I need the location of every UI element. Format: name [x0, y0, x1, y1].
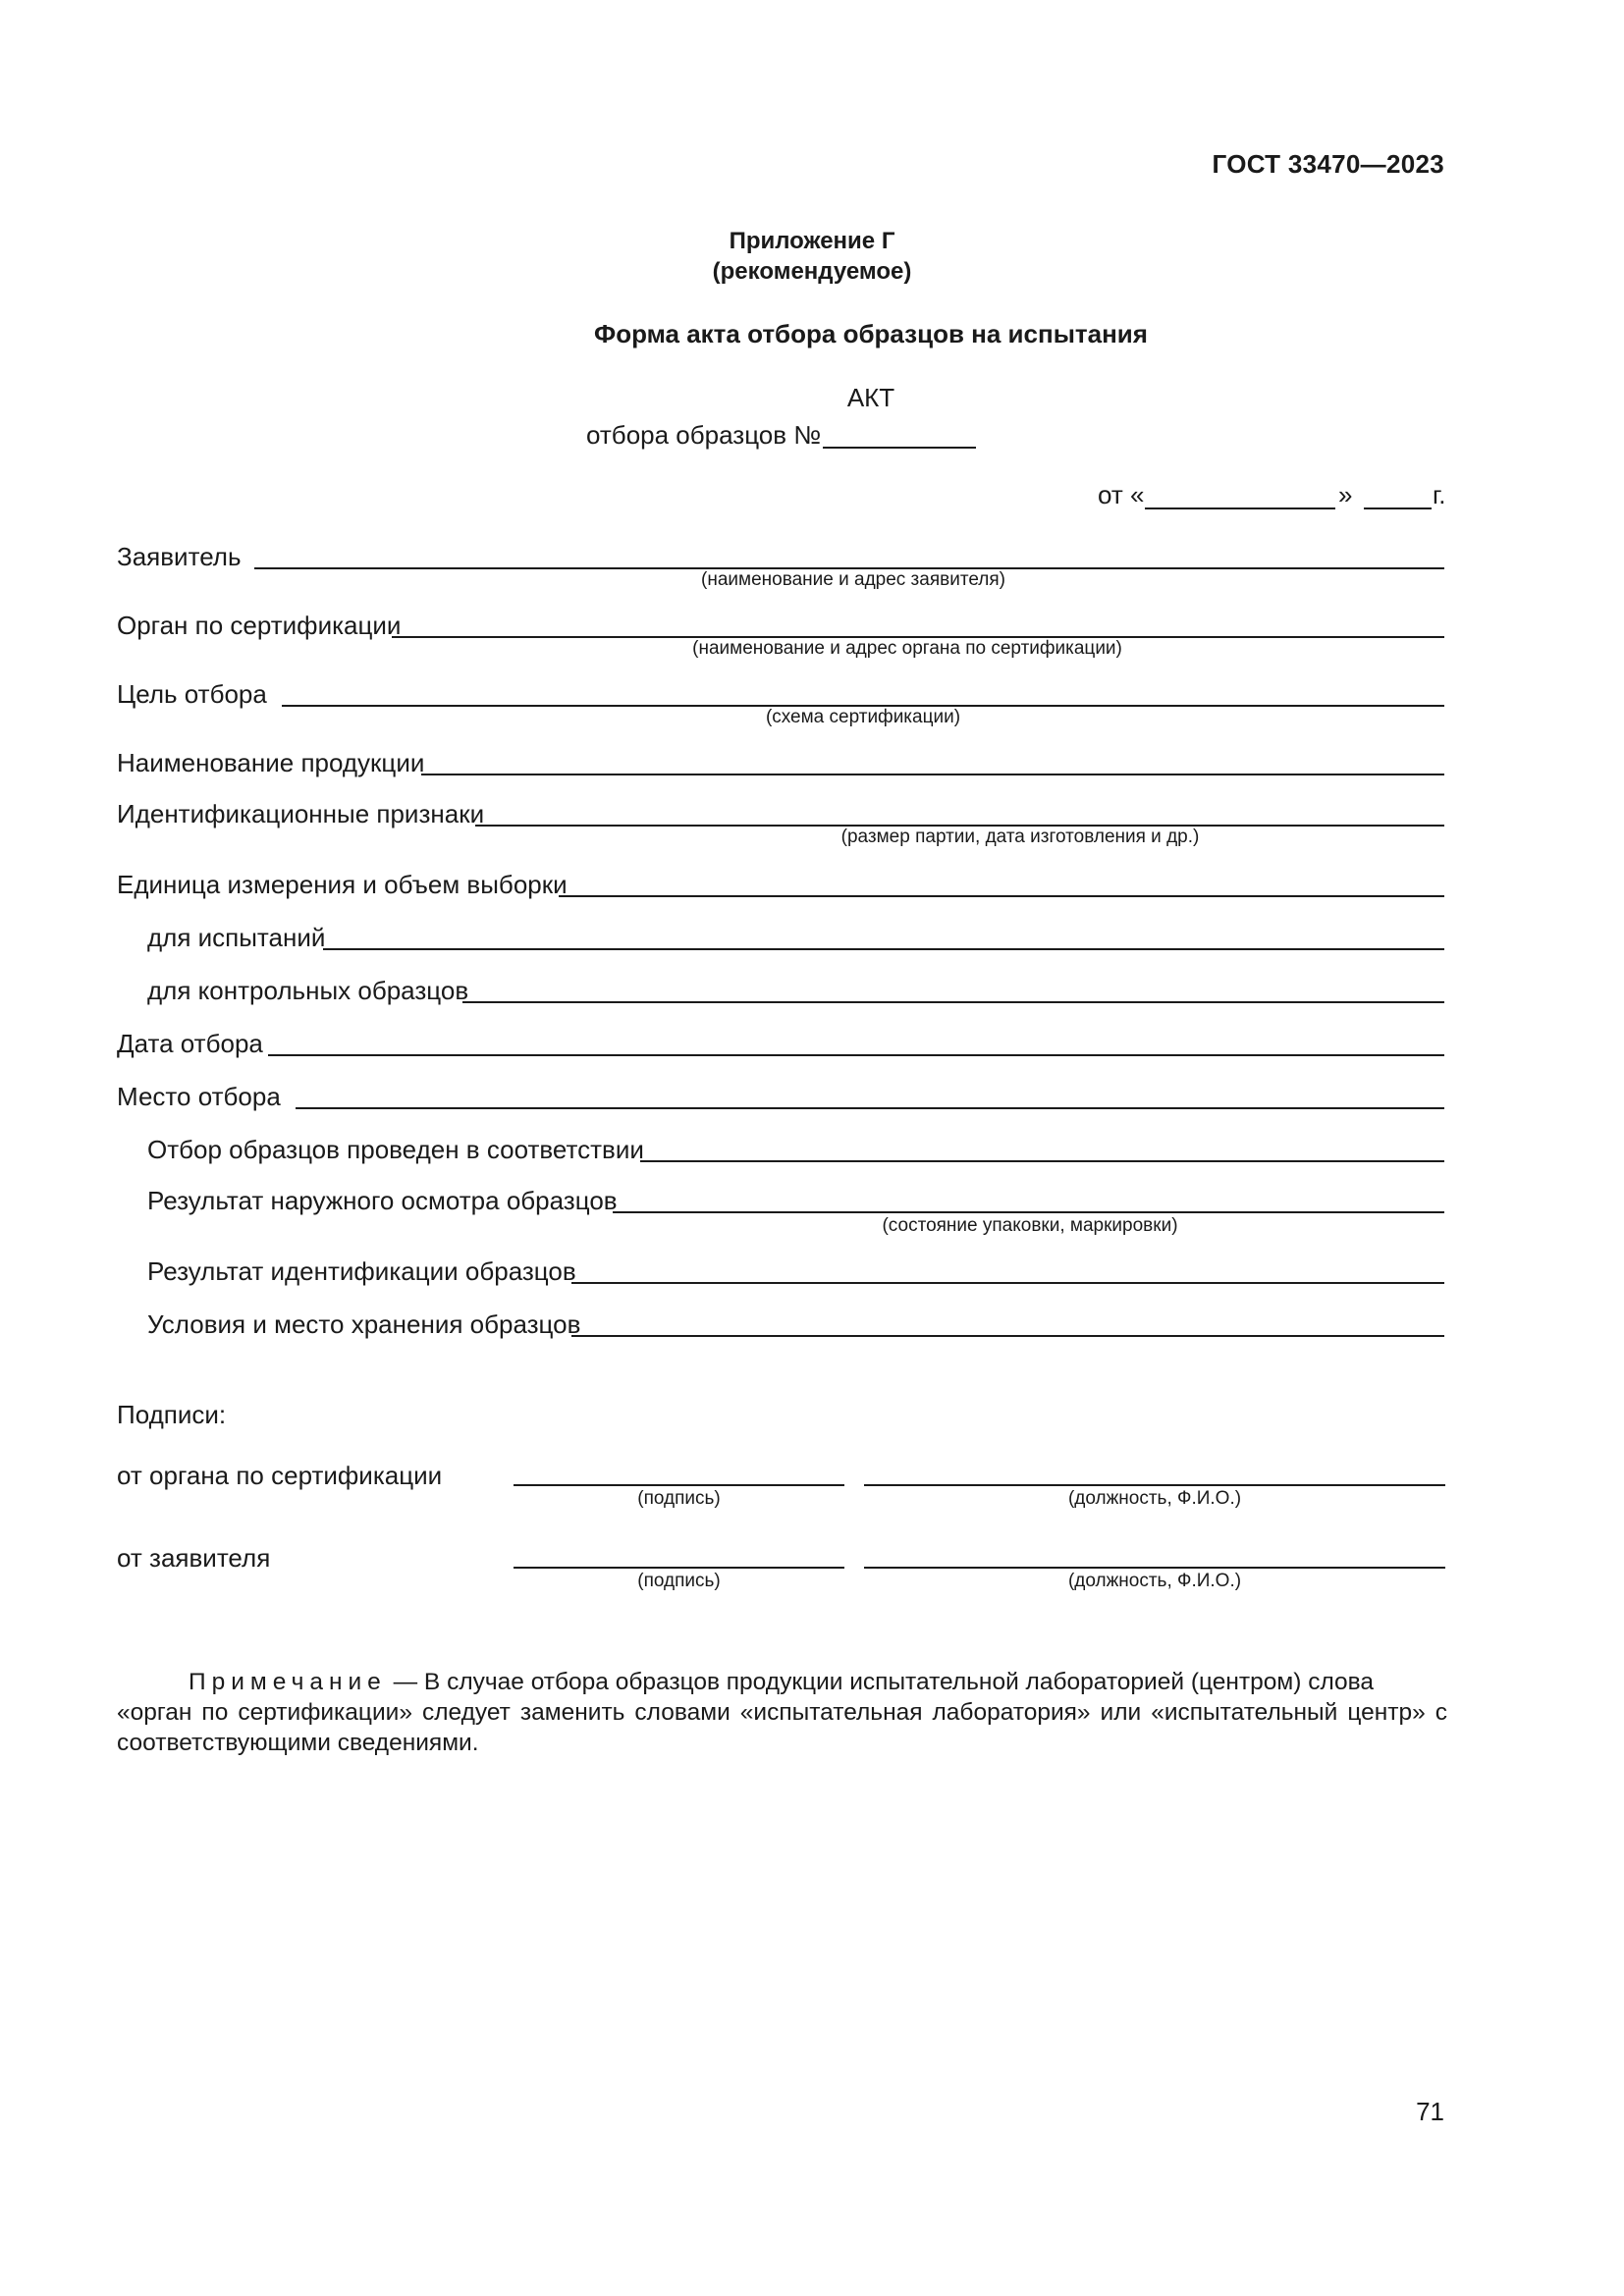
field-input-storage[interactable]: [571, 1335, 1444, 1337]
act-date-row: [1098, 480, 1144, 510]
year-suffix: г.: [1433, 480, 1446, 509]
field-input-control-samples[interactable]: [462, 1001, 1444, 1003]
note-label: Примечание: [189, 1669, 387, 1695]
act-title: АКТ: [846, 383, 895, 412]
field-label-identification-result: Результат идентификации образцов: [147, 1256, 576, 1286]
date-prefix: от «: [1098, 480, 1145, 509]
field-label-cert-body: Орган по сертификации: [117, 611, 402, 640]
field-label-applicant: Заявитель: [117, 542, 242, 571]
field-input-product-name[interactable]: [421, 774, 1444, 775]
field-hint-purpose: (схема сертификации): [765, 707, 961, 727]
name-line-applicant[interactable]: [864, 1567, 1445, 1569]
signature-line-applicant[interactable]: [514, 1567, 844, 1569]
note-text-line1: — В случае отбора образцов продукции испытательной лабораторией (центром) слова: [386, 1669, 1375, 1695]
signature-hint-applicant: (подпись): [637, 1571, 721, 1591]
field-label-for-tests: для испытаний: [147, 923, 326, 952]
field-label-purpose: Цель отбора: [117, 679, 267, 709]
signature-line-cert-body[interactable]: [514, 1484, 844, 1486]
field-input-compliance[interactable]: [640, 1160, 1444, 1162]
name-line-cert-body[interactable]: [864, 1484, 1445, 1486]
field-hint-cert-body: (наименование и адрес органа по сертификации): [692, 638, 1122, 659]
date-day-month-field[interactable]: [1145, 507, 1335, 509]
form-title: Форма акта отбора образцов на испытания: [594, 319, 1148, 348]
appendix-title: Приложение Г: [729, 228, 895, 254]
field-label-identification: Идентификационные признаки: [117, 799, 485, 828]
field-input-sampling-date[interactable]: [268, 1054, 1444, 1056]
note-text-rest: «орган по сертификации» следует заменить словами «испытательная лаборатория» или «испытательный центр» с соответствующими сведениями.: [117, 1699, 1447, 1756]
name-hint-applicant: (должность, Ф.И.О.): [1067, 1571, 1242, 1591]
field-label-sampling-place: Место отбора: [117, 1082, 281, 1111]
field-label-control-samples: для контрольных образцов: [147, 976, 469, 1005]
signature-label-cert-body: от органа по сертификации: [117, 1461, 443, 1490]
field-input-sampling-place[interactable]: [296, 1107, 1444, 1109]
field-input-visual-inspection[interactable]: [613, 1211, 1444, 1213]
field-label-sampling-date: Дата отбора: [117, 1029, 263, 1058]
page-number: 71: [1416, 2097, 1444, 2126]
field-hint-applicant: (наименование и адрес заявителя): [701, 569, 1005, 590]
field-label-visual-inspection: Результат наружного осмотра образцов: [147, 1186, 618, 1215]
field-label-compliance: Отбор образцов проведен в соответствии: [147, 1135, 644, 1164]
field-label-unit-sample: Единица измерения и объем выборки: [117, 870, 568, 899]
field-label-product-name: Наименование продукции: [117, 748, 425, 777]
field-input-for-tests[interactable]: [323, 948, 1444, 950]
act-number-label: отбора образцов №: [586, 420, 822, 450]
signature-hint-cert-body: (подпись): [637, 1488, 721, 1509]
note-block: [117, 1667, 1447, 1758]
field-input-unit-sample[interactable]: [559, 895, 1444, 897]
name-hint-cert-body: (должность, Ф.И.О.): [1067, 1488, 1242, 1509]
field-hint-identification: (размер партии, дата изготовления и др.): [840, 827, 1200, 847]
date-quote-close: »: [1338, 480, 1353, 509]
appendix-subtitle: (рекомендуемое): [712, 258, 912, 285]
field-input-identification-result[interactable]: [571, 1282, 1444, 1284]
standard-number: ГОСТ 33470—2023: [1212, 149, 1444, 179]
signature-label-applicant: от заявителя: [117, 1543, 271, 1573]
field-hint-visual-inspection: (состояние упаковки, маркировки): [882, 1215, 1178, 1236]
act-number-field[interactable]: [823, 447, 976, 449]
date-year-field[interactable]: [1364, 507, 1432, 509]
field-label-storage: Условия и место хранения образцов: [147, 1309, 581, 1339]
signatures-heading: Подписи:: [117, 1400, 227, 1429]
note-first-line: [117, 1667, 1447, 1697]
